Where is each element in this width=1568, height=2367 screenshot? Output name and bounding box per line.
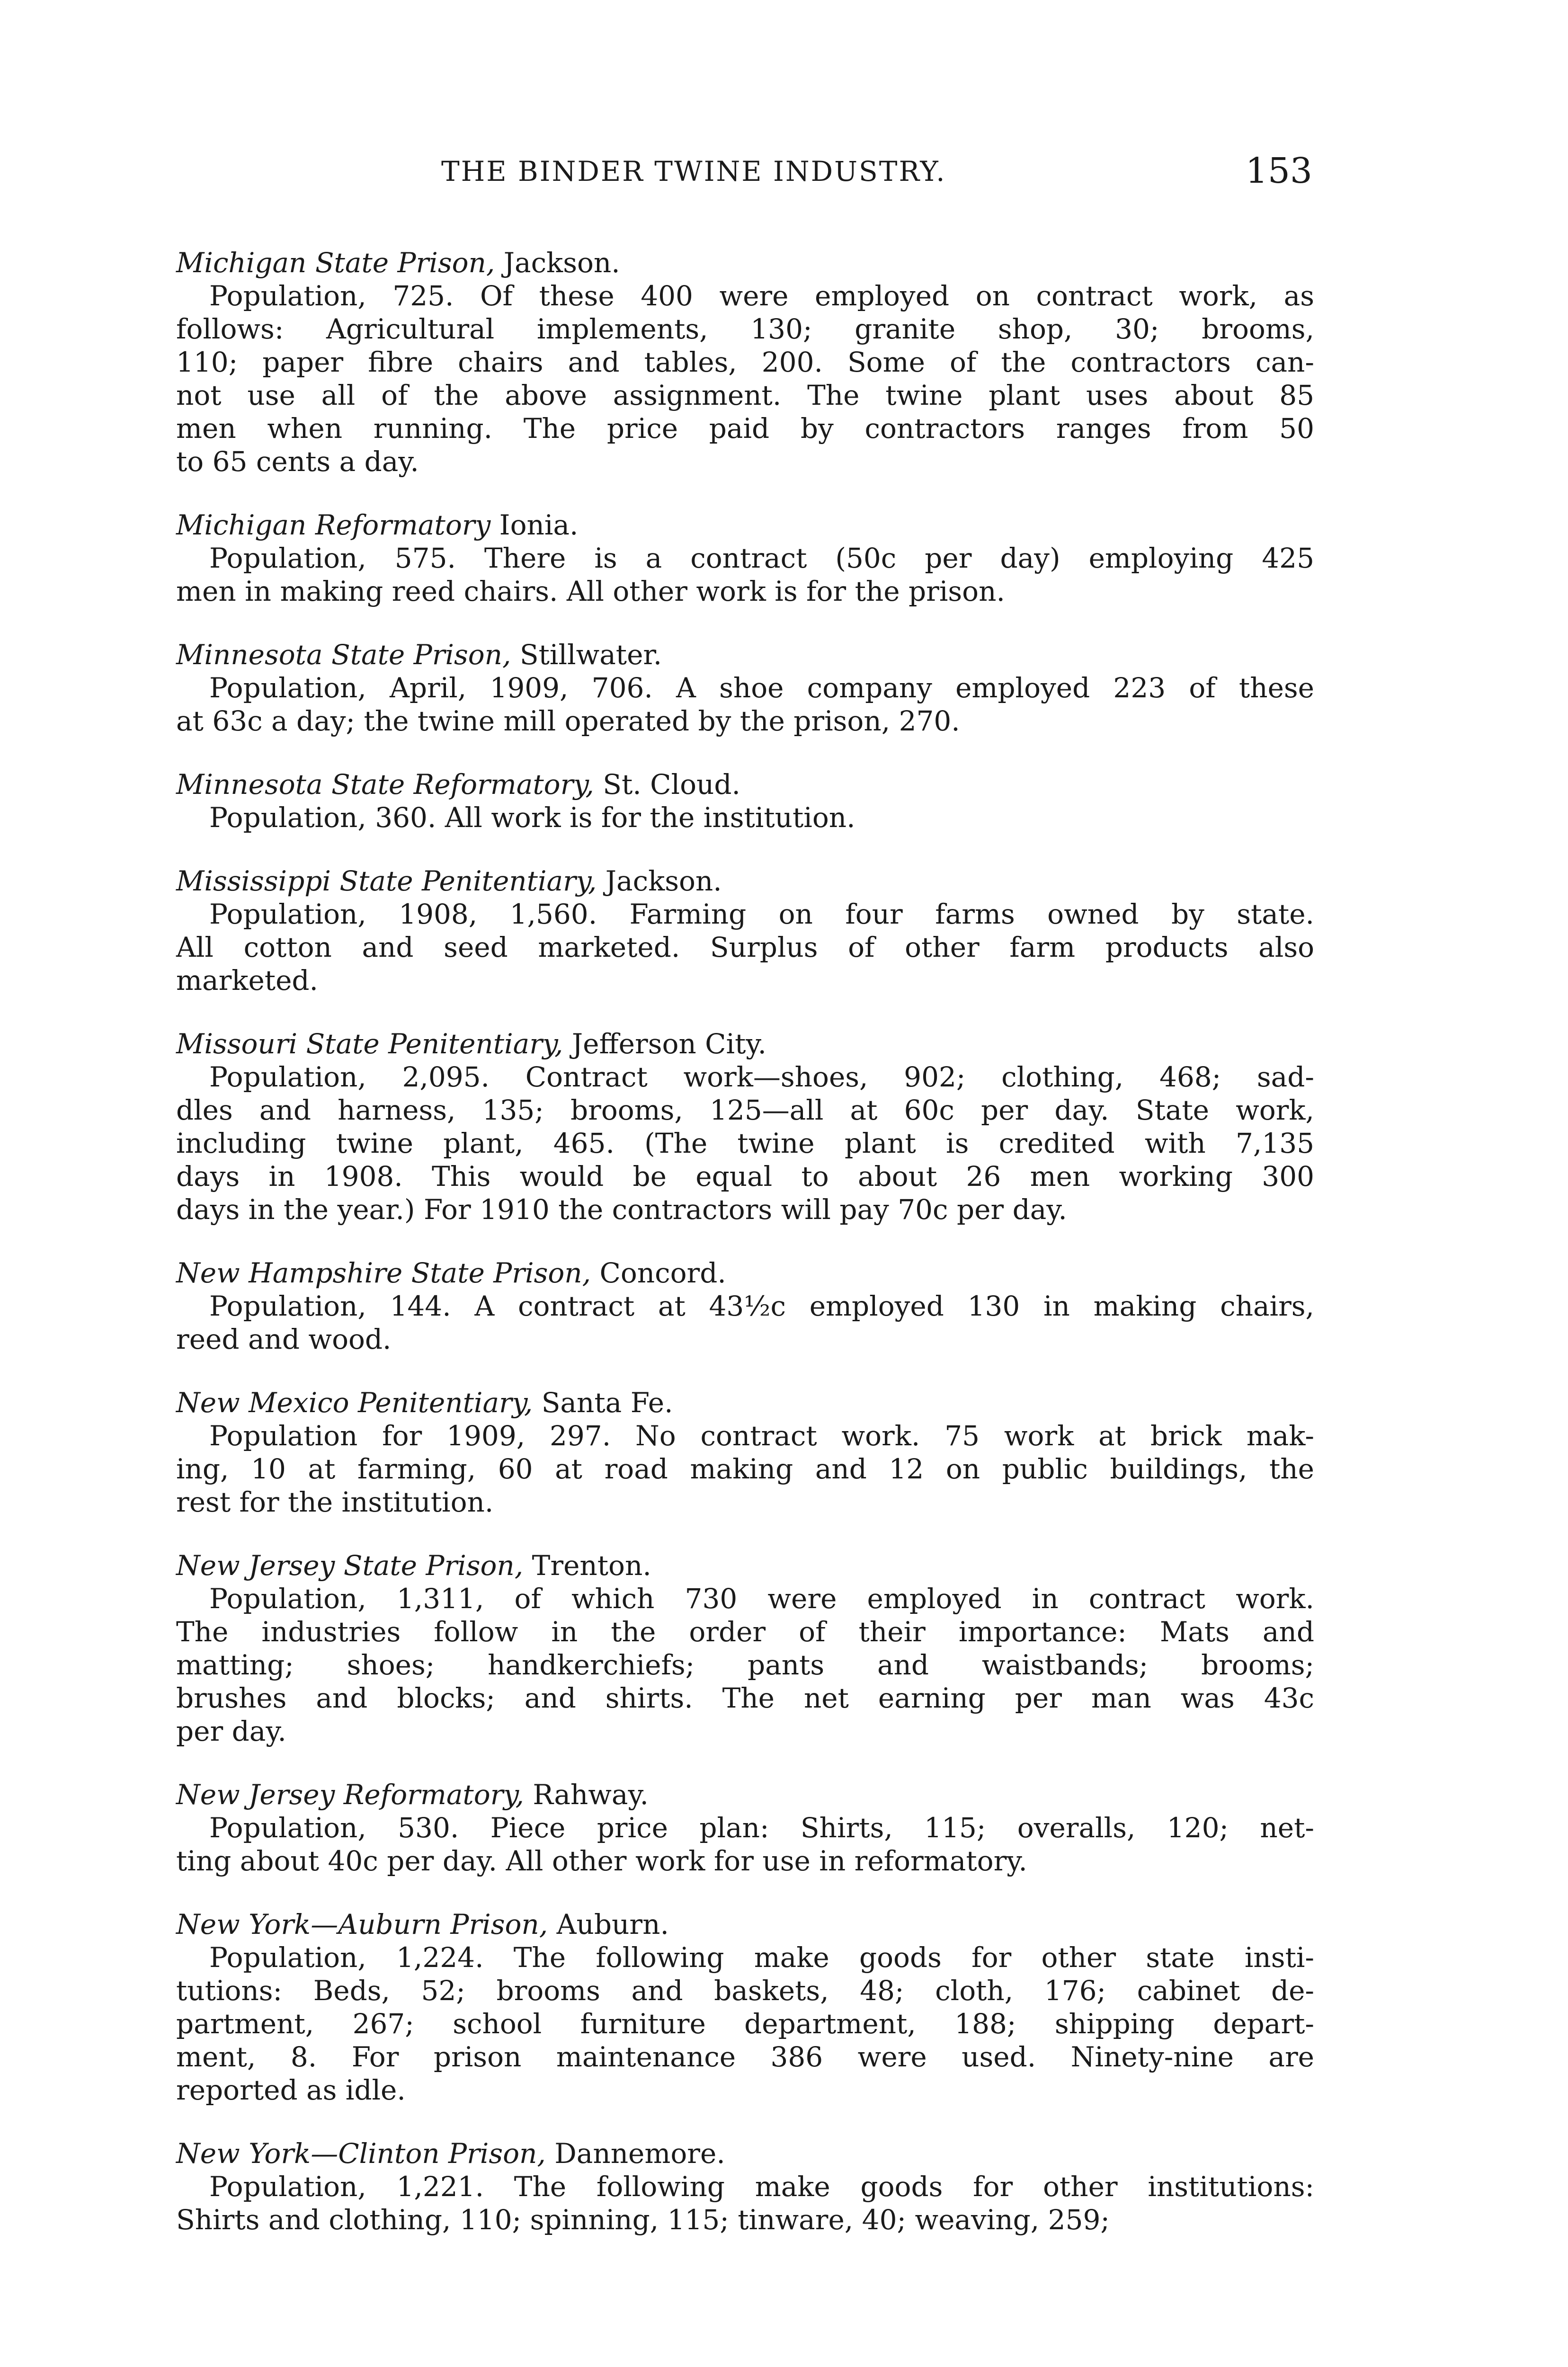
entry-text xyxy=(176,1941,1314,2107)
institution-entry xyxy=(176,1908,1314,2107)
text-line: reported as idle. xyxy=(176,2074,406,2106)
entry-text xyxy=(176,542,1314,608)
text-line: to 65 cents a day. xyxy=(176,445,419,478)
entry-heading xyxy=(176,1027,1314,1060)
running-head xyxy=(176,151,1312,203)
institution-location: St. Cloud. xyxy=(594,768,740,801)
text-line: Population, 1,221. The following make goods for other institutions: xyxy=(209,2171,1314,2203)
institution-entry xyxy=(176,508,1314,608)
text-line: Population, 2,095. Contract work—shoes, 902; clothing, 468; sad- xyxy=(209,1061,1314,1093)
text-line: All cotton and seed marketed. Surplus of other farm products also xyxy=(176,931,1314,963)
text-line: days in 1908. This would be equal to about 26 men working 300 xyxy=(176,1160,1314,1192)
institution-name: Michigan Reformatory xyxy=(176,509,491,541)
institution-location: Auburn. xyxy=(548,1908,669,1940)
institution-entry xyxy=(176,1256,1314,1356)
institution-location: Dannemore. xyxy=(545,2137,725,2170)
institution-location: Santa Fe. xyxy=(533,1387,673,1419)
text-line: The industries follow in the order of their importance: Mats and xyxy=(176,1616,1314,1648)
institution-name: Michigan State Prison, xyxy=(176,247,495,279)
text-line: Shirts and clothing, 110; spinning, 115; tinware, 40; weaving, 259; xyxy=(176,2204,1110,2236)
institution-location: Jackson. xyxy=(495,247,620,279)
institution-name: New Hampshire State Prison, xyxy=(176,1257,591,1289)
entry-heading xyxy=(176,2137,1314,2170)
entry-heading xyxy=(176,508,1314,542)
entry-heading xyxy=(176,1256,1314,1290)
institution-name: Mississippi State Penitentiary, xyxy=(176,865,597,897)
text-line: brushes and blocks; and shirts. The net earning per man was 43c xyxy=(176,1682,1314,1714)
text-line: dles and harness, 135; brooms, 125—all at 60c per day. State work, xyxy=(176,1094,1314,1126)
entry-text xyxy=(176,671,1314,738)
text-line: not use all of the above assignment. The twine plant uses about 85 xyxy=(176,379,1314,411)
institution-entry xyxy=(176,1778,1314,1878)
text-line: matting; shoes; handkerchiefs; pants and waistbands; brooms; xyxy=(176,1649,1314,1681)
institution-name: New York—Clinton Prison, xyxy=(176,2137,546,2170)
institution-entry xyxy=(176,1549,1314,1748)
entry-text xyxy=(176,279,1314,478)
entry-heading xyxy=(176,1908,1314,1941)
entry-text xyxy=(176,898,1314,997)
text-line: marketed. xyxy=(176,964,318,997)
text-line: reed and wood. xyxy=(176,1323,392,1355)
text-line: men in making reed chairs. All other work is for the prison. xyxy=(176,575,1005,607)
entry-heading xyxy=(176,768,1314,801)
text-line: tutions: Beds, 52; brooms and baskets, 48; cloth, 176; cabinet de- xyxy=(176,1975,1314,2007)
institution-name: New Mexico Penitentiary, xyxy=(176,1387,533,1419)
entry-text xyxy=(176,2170,1314,2236)
entry-text xyxy=(176,1060,1314,1226)
text-line: ing, 10 at farming, 60 at road making and 12 on public buildings, the xyxy=(176,1453,1314,1485)
text-line: including twine plant, 465. (The twine plant is credited with 7,135 xyxy=(176,1127,1314,1159)
text-line: partment, 267; school furniture department, 188; shipping depart- xyxy=(176,2008,1314,2040)
entry-heading xyxy=(176,1549,1314,1582)
running-title: THE BINDER TWINE INDUSTRY. xyxy=(441,155,946,187)
entry-heading xyxy=(176,1778,1314,1811)
institution-location: Concord. xyxy=(591,1257,726,1289)
institution-name: New Jersey Reformatory, xyxy=(176,1779,524,1811)
text-line: follows: Agricultural implements, 130; granite shop, 30; brooms, xyxy=(176,313,1314,345)
text-line: Population, 725. Of these 400 were employed on contract work, as xyxy=(209,280,1314,312)
entry-heading xyxy=(176,638,1314,671)
text-line: ting about 40c per day. All other work for use in reformatory. xyxy=(176,1845,1027,1877)
institution-location: Stillwater. xyxy=(511,639,662,671)
text-line: days in the year.) For 1910 the contractors will pay 70c per day. xyxy=(176,1193,1067,1226)
text-line: men when running. The price paid by contractors ranges from 50 xyxy=(176,412,1314,445)
institution-location: Trenton. xyxy=(523,1549,651,1582)
page-number: 153 xyxy=(1245,151,1312,191)
text-line: per day. xyxy=(176,1715,286,1747)
institution-entry xyxy=(176,864,1314,997)
text-line: Population, 144. A contract at 43½c employed 130 in making chairs, xyxy=(209,1290,1314,1322)
entry-text xyxy=(176,1419,1314,1519)
text-line: Population, 360. All work is for the institution. xyxy=(209,801,855,834)
text-line: Population for 1909, 297. No contract work. 75 work at brick mak- xyxy=(209,1420,1314,1452)
institution-name: Missouri State Penitentiary, xyxy=(176,1028,563,1060)
institution-entry xyxy=(176,638,1314,738)
text-line: Population, 530. Piece price plan: Shirts, 115; overalls, 120; net- xyxy=(209,1812,1314,1844)
text-line: Population, April, 1909, 706. A shoe company employed 223 of these xyxy=(209,672,1314,704)
institution-name: New Jersey State Prison, xyxy=(176,1549,524,1582)
institution-entry xyxy=(176,246,1314,478)
text-line: at 63c a day; the twine mill operated by the prison, 270. xyxy=(176,705,960,737)
institution-entry xyxy=(176,1027,1314,1226)
entry-text xyxy=(176,801,1314,834)
text-line: Population, 1,224. The following make goods for other state insti- xyxy=(209,1941,1314,1974)
entry-heading xyxy=(176,1386,1314,1419)
entry-text xyxy=(176,1290,1314,1356)
entry-heading xyxy=(176,246,1314,279)
entry-text xyxy=(176,1582,1314,1748)
institution-entry xyxy=(176,768,1314,834)
institution-location: Ionia. xyxy=(490,509,579,541)
institution-list xyxy=(176,246,1314,2267)
institution-location: Jackson. xyxy=(597,865,722,897)
text-line: Population, 1,311, of which 730 were employed in contract work. xyxy=(209,1583,1314,1615)
institution-name: New York—Auburn Prison, xyxy=(176,1908,548,1940)
institution-name: Minnesota State Prison, xyxy=(176,639,511,671)
institution-name: Minnesota State Reformatory, xyxy=(176,768,594,801)
institution-entry xyxy=(176,2137,1314,2236)
institution-location: Rahway. xyxy=(524,1779,649,1811)
institution-location: Jefferson City. xyxy=(563,1028,766,1060)
text-line: rest for the institution. xyxy=(176,1486,494,1518)
text-line: Population, 1908, 1,560. Farming on four farms owned by state. xyxy=(209,898,1314,930)
entry-heading xyxy=(176,864,1314,898)
text-line: ment, 8. For prison maintenance 386 were used. Ninety-nine are xyxy=(176,2041,1314,2073)
text-line: 110; paper fibre chairs and tables, 200. Some of the contractors can- xyxy=(176,346,1314,378)
entry-text xyxy=(176,1811,1314,1878)
institution-entry xyxy=(176,1386,1314,1519)
text-line: Population, 575. There is a contract (50c per day) employing 425 xyxy=(209,542,1314,574)
